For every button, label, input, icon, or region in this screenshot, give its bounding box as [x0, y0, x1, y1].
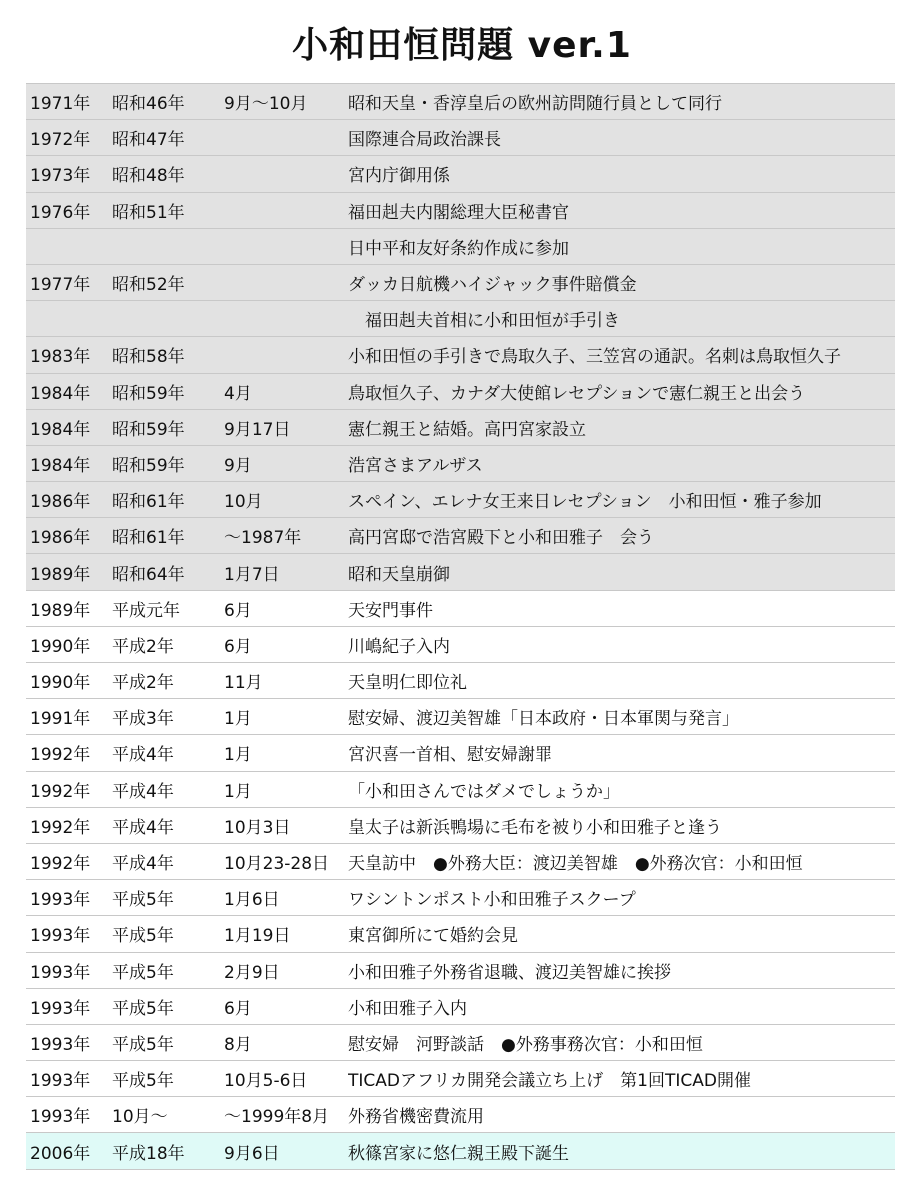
- era-cell: 昭和48年: [112, 166, 185, 187]
- date-cell: 1月: [224, 781, 252, 802]
- year-cell: 1984年: [30, 419, 91, 440]
- era-cell: 昭和52年: [112, 275, 185, 296]
- table-row: [26, 953, 895, 989]
- date-cell: 〜1987年: [224, 528, 302, 549]
- table-row: [26, 482, 895, 518]
- event-cell: ダッカ日航機ハイジャック事件賠償金: [348, 275, 637, 296]
- year-cell: 1993年: [30, 926, 91, 947]
- year-cell: 1992年: [30, 854, 91, 875]
- event-cell: 高円宮邸で浩宮殿下と小和田雅子 会う: [348, 528, 654, 549]
- date-cell: 6月: [224, 998, 252, 1019]
- year-cell: 1993年: [30, 998, 91, 1019]
- era-cell: 平成5年: [112, 998, 174, 1019]
- year-cell: 1984年: [30, 383, 91, 404]
- era-cell: 昭和51年: [112, 202, 185, 223]
- date-cell: 6月: [224, 636, 252, 657]
- event-cell: スペイン、エレナ女王来日レセプション 小和田恒・雅子参加: [348, 492, 822, 513]
- event-cell: 外務省機密費流用: [348, 1107, 484, 1128]
- event-cell: 浩宮さまアルザス: [348, 455, 483, 476]
- date-cell: 10月: [224, 492, 263, 513]
- event-cell: 小和田雅子入内: [348, 998, 467, 1019]
- event-cell: 小和田雅子外務省退職、渡辺美智雄に挨拶: [348, 962, 671, 983]
- table-row: [26, 120, 895, 156]
- event-cell: 国際連合局政治課長: [348, 130, 501, 151]
- table-row: [26, 374, 895, 410]
- year-cell: 1984年: [30, 455, 91, 476]
- table-row: [26, 518, 895, 554]
- era-cell: 平成5年: [112, 962, 174, 983]
- year-cell: 1989年: [30, 564, 91, 585]
- timeline-table: [26, 83, 895, 1170]
- year-cell: 1993年: [30, 890, 91, 911]
- year-cell: 1993年: [30, 1071, 91, 1092]
- date-cell: 9月17日: [224, 419, 291, 440]
- date-cell: 9月〜10月: [224, 94, 308, 115]
- event-cell: 川嶋紀子入内: [348, 636, 450, 657]
- year-cell: 1986年: [30, 492, 91, 513]
- year-cell: 1976年: [30, 202, 91, 223]
- table-row: [26, 84, 895, 120]
- table-row: [26, 627, 895, 663]
- table-row: [26, 337, 895, 373]
- table-row: [26, 808, 895, 844]
- event-cell: 日中平和友好条約作成に参加: [348, 238, 569, 259]
- era-cell: 平成5年: [112, 926, 174, 947]
- table-row: [26, 1133, 895, 1169]
- page-title: 小和田恒問題 ver.1: [292, 24, 632, 66]
- event-cell: 鳥取恒久子、カナダ大使館レセプションで憲仁親王と出会う: [348, 383, 806, 404]
- event-cell: 福田赳夫首相に小和田恒が手引き: [348, 311, 620, 332]
- event-cell: 天安門事件: [348, 600, 433, 621]
- date-cell: 1月19日: [224, 926, 291, 947]
- era-cell: 昭和59年: [112, 383, 185, 404]
- event-cell: TICADアフリカ開発会議立ち上げ 第1回TICAD開催: [348, 1071, 751, 1092]
- table-row: [26, 989, 895, 1025]
- date-cell: 2月9日: [224, 962, 280, 983]
- event-cell: 東宮御所にて婚約会見: [348, 926, 518, 947]
- table-row: [26, 1061, 895, 1097]
- era-cell: 昭和64年: [112, 564, 185, 585]
- era-cell: 昭和59年: [112, 455, 185, 476]
- era-cell: 昭和58年: [112, 347, 185, 368]
- event-cell: 天皇訪中 ●外務大臣：渡辺美智雄 ●外務次官：小和田恒: [348, 854, 803, 875]
- year-cell: 1992年: [30, 745, 91, 766]
- date-cell: 9月: [224, 455, 252, 476]
- date-cell: 11月: [224, 673, 263, 694]
- table-row: [26, 699, 895, 735]
- table-row: [26, 301, 895, 337]
- table-row: [26, 735, 895, 771]
- era-cell: 10月〜: [112, 1107, 168, 1128]
- event-cell: 慰安婦、渡辺美智雄「日本政府・日本軍関与発言」: [348, 709, 739, 730]
- date-cell: 1月7日: [224, 564, 280, 585]
- event-cell: 宮内庁御用係: [348, 166, 450, 187]
- event-cell: 憲仁親王と結婚。高円宮家設立: [348, 419, 586, 440]
- era-cell: 平成元年: [112, 600, 180, 621]
- year-cell: 1971年: [30, 94, 91, 115]
- year-cell: 1977年: [30, 275, 91, 296]
- table-row: [26, 1097, 895, 1133]
- year-cell: 1993年: [30, 1107, 91, 1128]
- era-cell: 平成5年: [112, 1034, 174, 1055]
- era-cell: 昭和46年: [112, 94, 185, 115]
- era-cell: 平成4年: [112, 854, 174, 875]
- year-cell: 1992年: [30, 781, 91, 802]
- date-cell: 1月6日: [224, 890, 280, 911]
- event-cell: 小和田恒の手引きで鳥取久子、三笠宮の通訳。名刺は鳥取恒久子: [348, 347, 841, 368]
- event-cell: 昭和天皇・香淳皇后の欧州訪問随行員として同行: [348, 94, 722, 115]
- table-row: [26, 916, 895, 952]
- event-cell: 慰安婦 河野談話 ●外務事務次官：小和田恒: [348, 1034, 703, 1055]
- year-cell: 1972年: [30, 130, 91, 151]
- era-cell: 昭和61年: [112, 528, 185, 549]
- table-row: [26, 844, 895, 880]
- table-row: [26, 772, 895, 808]
- table-row: [26, 410, 895, 446]
- event-cell: 福田赳夫内閣総理大臣秘書官: [348, 202, 569, 223]
- era-cell: 昭和59年: [112, 419, 185, 440]
- year-cell: 1973年: [30, 166, 91, 187]
- event-cell: 昭和天皇崩御: [348, 564, 450, 585]
- date-cell: 4月: [224, 383, 252, 404]
- date-cell: 1月: [224, 709, 252, 730]
- table-row: [26, 446, 895, 482]
- era-cell: 平成5年: [112, 890, 174, 911]
- date-cell: 9月6日: [224, 1143, 280, 1164]
- event-cell: 皇太子は新浜鴨場に毛布を被り小和田雅子と逢う: [348, 817, 722, 838]
- year-cell: 1990年: [30, 673, 91, 694]
- event-cell: 宮沢喜一首相、慰安婦謝罪: [348, 745, 552, 766]
- table-row: [26, 156, 895, 192]
- era-cell: 平成4年: [112, 781, 174, 802]
- date-cell: 8月: [224, 1034, 252, 1055]
- era-cell: 平成18年: [112, 1143, 185, 1164]
- table-row: [26, 591, 895, 627]
- era-cell: 昭和47年: [112, 130, 185, 151]
- year-cell: 1990年: [30, 636, 91, 657]
- table-row: [26, 880, 895, 916]
- event-cell: ワシントンポスト小和田雅子スクープ: [348, 890, 636, 911]
- era-cell: 昭和61年: [112, 492, 185, 513]
- date-cell: 〜1999年8月: [224, 1107, 330, 1128]
- table-row: [26, 265, 895, 301]
- event-cell: 「小和田さんではダメでしょうか」: [348, 781, 620, 802]
- table-row: [26, 1025, 895, 1061]
- table-row: [26, 229, 895, 265]
- date-cell: 10月5-6日: [224, 1071, 308, 1092]
- era-cell: 平成4年: [112, 745, 174, 766]
- year-cell: 1993年: [30, 962, 91, 983]
- era-cell: 平成3年: [112, 709, 174, 730]
- date-cell: 6月: [224, 600, 252, 621]
- year-cell: 1983年: [30, 347, 91, 368]
- date-cell: 1月: [224, 745, 252, 766]
- year-cell: 1992年: [30, 817, 91, 838]
- era-cell: 平成2年: [112, 673, 174, 694]
- table-row: [26, 663, 895, 699]
- era-cell: 平成5年: [112, 1071, 174, 1092]
- year-cell: 2006年: [30, 1143, 91, 1164]
- table-row: [26, 193, 895, 229]
- era-cell: 平成2年: [112, 636, 174, 657]
- year-cell: 1989年: [30, 600, 91, 621]
- year-cell: 1991年: [30, 709, 91, 730]
- event-cell: 天皇明仁即位礼: [348, 673, 467, 694]
- year-cell: 1986年: [30, 528, 91, 549]
- year-cell: 1993年: [30, 1034, 91, 1055]
- date-cell: 10月23-28日: [224, 854, 330, 875]
- event-cell: 秋篠宮家に悠仁親王殿下誕生: [348, 1143, 569, 1164]
- table-row: [26, 554, 895, 590]
- date-cell: 10月3日: [224, 817, 291, 838]
- era-cell: 平成4年: [112, 817, 174, 838]
